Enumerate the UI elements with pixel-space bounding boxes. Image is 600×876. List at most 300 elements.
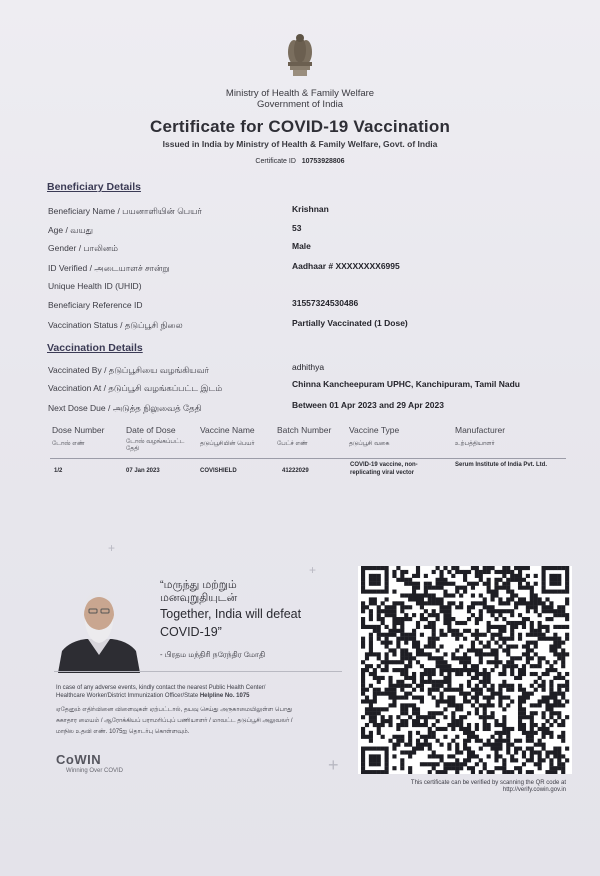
qr-module (361, 637, 365, 641)
qr-module (502, 758, 506, 762)
qr-module (416, 719, 420, 723)
national-emblem-icon (284, 30, 316, 80)
qr-module (487, 609, 491, 613)
qr-module (534, 731, 538, 735)
qr-module (432, 672, 436, 676)
qr-module (557, 578, 561, 582)
qr-module (447, 688, 451, 692)
qr-module (514, 566, 518, 570)
certificate-id-label: Certificate ID (255, 158, 296, 165)
qr-module (420, 747, 424, 751)
qr-module (420, 652, 424, 656)
qr-module (385, 590, 389, 594)
qr-module (439, 605, 443, 609)
qr-module (502, 637, 506, 641)
qr-module (498, 672, 502, 676)
qr-module (518, 637, 522, 641)
qr-module (436, 656, 440, 660)
qr-module (447, 766, 451, 770)
qr-module (491, 660, 495, 664)
qr-module (428, 644, 432, 648)
qr-module (467, 727, 471, 731)
qr-module (416, 641, 420, 645)
qr-module (447, 605, 451, 609)
prime-minister-portrait (56, 585, 142, 673)
qr-module (467, 648, 471, 652)
cell-batch-number: 41222029 (282, 468, 309, 474)
qr-module (439, 660, 443, 664)
qr-module (377, 656, 381, 660)
qr-module (432, 715, 436, 719)
qr-module (455, 668, 459, 672)
qr-module (396, 723, 400, 727)
qr-module (392, 652, 396, 656)
qr-module (463, 731, 467, 735)
qr-module (439, 656, 443, 660)
qr-module (526, 770, 530, 774)
qr-module (404, 692, 408, 696)
qr-module (408, 633, 412, 637)
qr-module (365, 652, 369, 656)
qr-module (385, 688, 389, 692)
qr-module (487, 715, 491, 719)
qr-module (381, 719, 385, 723)
qr-module (526, 731, 530, 735)
qr-module (373, 707, 377, 711)
qr-module (526, 582, 530, 586)
qr-module (553, 574, 557, 578)
qr-module (491, 637, 495, 641)
qr-module (483, 715, 487, 719)
qr-module (549, 770, 553, 774)
qr-module (491, 715, 495, 719)
qr-module (388, 680, 392, 684)
qr-module (467, 750, 471, 754)
qr-module (518, 711, 522, 715)
qr-module (561, 735, 565, 739)
qr-module (361, 641, 365, 645)
qr-module (436, 703, 440, 707)
qr-module (518, 676, 522, 680)
qr-module (365, 664, 369, 668)
qr-module (467, 668, 471, 672)
qr-module (416, 625, 420, 629)
qr-module (530, 625, 534, 629)
qr-module (522, 578, 526, 582)
qr-module (561, 590, 565, 594)
qr-module (377, 676, 381, 680)
qr-module (471, 582, 475, 586)
qr-module (545, 696, 549, 700)
qr-module (479, 633, 483, 637)
qr-module (487, 582, 491, 586)
qr-module (455, 586, 459, 590)
qr-module (377, 609, 381, 613)
qr-module (385, 762, 389, 766)
qr-module (451, 711, 455, 715)
qr-module (549, 758, 553, 762)
qr-module (526, 660, 530, 664)
qr-module (487, 754, 491, 758)
qr-module (530, 597, 534, 601)
qr-module (400, 750, 404, 754)
qr-module (522, 668, 526, 672)
qr-module (416, 574, 420, 578)
helpline-number: Helpline No. 1075 (199, 693, 250, 699)
qr-module (549, 637, 553, 641)
qr-module (491, 696, 495, 700)
qr-module (479, 758, 483, 762)
qr-module (388, 641, 392, 645)
qr-module (561, 723, 565, 727)
qr-module (459, 668, 463, 672)
qr-module (455, 648, 459, 652)
qr-module (514, 766, 518, 770)
qr-module (479, 613, 483, 617)
qr-module (424, 644, 428, 648)
qr-module (396, 684, 400, 688)
qr-module (424, 672, 428, 676)
qr-module (455, 605, 459, 609)
qr-module (428, 735, 432, 739)
qr-module (404, 711, 408, 715)
qr-module (443, 762, 447, 766)
qr-module (498, 586, 502, 590)
qr-module (373, 715, 377, 719)
qr-module (483, 680, 487, 684)
qr-module (467, 629, 471, 633)
qr-module (514, 664, 518, 668)
qr-module (361, 680, 365, 684)
qr-module (361, 590, 365, 594)
qr-module (381, 590, 385, 594)
qr-module (514, 601, 518, 605)
qr-module (479, 648, 483, 652)
qr-module (404, 723, 408, 727)
qr-module (534, 664, 538, 668)
qr-module (404, 676, 408, 680)
qr-module (420, 735, 424, 739)
qr-module (432, 711, 436, 715)
qr-module (385, 692, 389, 696)
qr-module (365, 711, 369, 715)
qr-module (502, 727, 506, 731)
qr-module (475, 672, 479, 676)
qr-module (412, 676, 416, 680)
qr-module (549, 707, 553, 711)
qr-module (530, 590, 534, 594)
qr-module (447, 754, 451, 758)
qr-module (451, 696, 455, 700)
qr-module (365, 699, 369, 703)
qr-module (432, 609, 436, 613)
qr-module (373, 629, 377, 633)
qr-module (428, 613, 432, 617)
qr-module (534, 750, 538, 754)
qr-module (526, 641, 530, 645)
qr-module (475, 648, 479, 652)
qr-module (538, 727, 542, 731)
qr-module (455, 633, 459, 637)
qr-module (436, 770, 440, 774)
qr-module (494, 692, 498, 696)
qr-module (542, 605, 546, 609)
qr-module (373, 719, 377, 723)
qr-module (522, 601, 526, 605)
qr-module (522, 625, 526, 629)
qr-module (506, 770, 510, 774)
qr-module (565, 672, 569, 676)
vaccinated-by-label: Vaccinated By / தடுப்பூசியை வழங்கியவர் (48, 365, 210, 375)
qr-module (373, 676, 377, 680)
qr-module (439, 711, 443, 715)
qr-module (498, 684, 502, 688)
qr-module (369, 684, 373, 688)
qr-module (494, 766, 498, 770)
tamil-advice-line-2: சுகாதார மையம் / ஆரோக்கியப் பராமரிப்புப் பணியாளர் / மாவட்ட தடுப்பூசி அலுவலர் / (56, 718, 293, 724)
qr-module (451, 656, 455, 660)
qr-module (451, 727, 455, 731)
qr-module (542, 574, 546, 578)
qr-module (502, 601, 506, 605)
qr-module (534, 762, 538, 766)
quote-attribution: - பிரதம மந்திரி நரேந்திர மோதி (160, 650, 266, 659)
qr-module (400, 680, 404, 684)
qr-module (510, 609, 514, 613)
qr-module (385, 570, 389, 574)
qr-module (373, 597, 377, 601)
qr-module (459, 766, 463, 770)
qr-module (385, 652, 389, 656)
qr-module (443, 660, 447, 664)
qr-module (432, 750, 436, 754)
qr-module (549, 684, 553, 688)
th-dose-number: Dose Number (52, 425, 105, 435)
qr-module (443, 664, 447, 668)
qr-module (459, 672, 463, 676)
qr-module (436, 727, 440, 731)
qr-module (514, 644, 518, 648)
qr-module (553, 692, 557, 696)
qr-module (404, 684, 408, 688)
vaccination-at-label: Vaccination At / தடுப்பூசி வழங்கப்பட்ட இடம் (48, 383, 223, 393)
qr-module (420, 699, 424, 703)
qr-module (475, 633, 479, 637)
qr-module (392, 699, 396, 703)
qr-module (565, 688, 569, 692)
qr-module (530, 672, 534, 676)
qr-module (498, 613, 502, 617)
th-batch-number-ta: பேட்ச் எண் (277, 441, 308, 447)
qr-module (447, 743, 451, 747)
qr-module (545, 605, 549, 609)
qr-module (400, 605, 404, 609)
qr-module (553, 747, 557, 751)
qr-module (396, 680, 400, 684)
plus-decoration-icon: + (309, 563, 317, 577)
qr-module (491, 648, 495, 652)
qr-module (561, 719, 565, 723)
qr-module (412, 672, 416, 676)
qr-module (549, 617, 553, 621)
qr-module (557, 747, 561, 751)
qr-module (385, 644, 389, 648)
qr-module (561, 652, 565, 656)
qr-module (487, 676, 491, 680)
qr-module (455, 621, 459, 625)
qr-module (471, 586, 475, 590)
qr-module (491, 605, 495, 609)
qr-module (557, 590, 561, 594)
qr-module (538, 664, 542, 668)
qr-module (369, 762, 373, 766)
qr-module (361, 617, 365, 621)
qr-module (377, 731, 381, 735)
qr-module (377, 605, 381, 609)
qr-module (502, 731, 506, 735)
qr-module (385, 750, 389, 754)
age-value: 53 (292, 223, 302, 233)
qr-module (392, 747, 396, 751)
qr-module (416, 739, 420, 743)
qr-module (377, 574, 381, 578)
qr-module (432, 637, 436, 641)
qr-module (369, 715, 373, 719)
qr-module (404, 582, 408, 586)
qr-module (475, 621, 479, 625)
qr-module (463, 762, 467, 766)
qr-module (463, 727, 467, 731)
qr-module (381, 723, 385, 727)
qr-module (377, 692, 381, 696)
qr-module (565, 597, 569, 601)
qr-module (542, 735, 546, 739)
qr-module (530, 747, 534, 751)
qr-module (459, 750, 463, 754)
th-date-of-dose-ta: டோஸ் வழங்கப்பட்ட தேதி (126, 439, 185, 452)
qr-module (483, 723, 487, 727)
qr-module (506, 578, 510, 582)
qr-module (510, 688, 514, 692)
qr-module (408, 770, 412, 774)
qr-module (443, 680, 447, 684)
qr-module (553, 770, 557, 774)
qr-module (561, 696, 565, 700)
qr-module (385, 574, 389, 578)
qr-module (451, 719, 455, 723)
qr-module (487, 739, 491, 743)
qr-module (549, 582, 553, 586)
qr-module (565, 613, 569, 617)
qr-module (369, 770, 373, 774)
page-title: Certificate for COVID-19 Vaccination (149, 117, 451, 136)
qr-module (487, 570, 491, 574)
qr-module (487, 680, 491, 684)
qr-module (447, 676, 451, 680)
qr-module (506, 582, 510, 586)
qr-module (439, 597, 443, 601)
qr-module (459, 644, 463, 648)
qr-module (479, 570, 483, 574)
qr-module (404, 578, 408, 582)
qr-module (385, 613, 389, 617)
qr-module (506, 566, 510, 570)
qr-module (455, 758, 459, 762)
qr-module (400, 570, 404, 574)
qr-module (553, 633, 557, 637)
qr-module (369, 633, 373, 637)
qr-module (530, 684, 534, 688)
qr-module (432, 570, 436, 574)
qr-module (549, 601, 553, 605)
qr-module (487, 699, 491, 703)
qr-module (463, 590, 467, 594)
qr-module (498, 660, 502, 664)
qr-module (400, 739, 404, 743)
qr-module (412, 586, 416, 590)
qr-module (392, 688, 396, 692)
qr-module (369, 699, 373, 703)
qr-module (451, 617, 455, 621)
qr-module (534, 629, 538, 633)
qr-module (530, 621, 534, 625)
qr-module (549, 766, 553, 770)
qr-module (369, 625, 373, 629)
qr-module (377, 566, 381, 570)
qr-module (553, 699, 557, 703)
qr-module (494, 719, 498, 723)
qr-module (467, 582, 471, 586)
qr-module (549, 644, 553, 648)
qr-module (542, 566, 546, 570)
qr-module (400, 758, 404, 762)
adverse-events-line-1: In case of any adverse events, kindly contact the nearest Public Health Center/ (56, 685, 266, 691)
qr-module (510, 637, 514, 641)
qr-module (557, 644, 561, 648)
vaccination-status-value: Partially Vaccinated (1 Dose) (292, 318, 408, 328)
qr-module (400, 762, 404, 766)
qr-module (369, 731, 373, 735)
qr-module (361, 731, 365, 735)
qr-module (479, 770, 483, 774)
qr-module (518, 719, 522, 723)
qr-module (455, 566, 459, 570)
qr-module (510, 574, 514, 578)
qr-module (498, 703, 502, 707)
qr-module (451, 652, 455, 656)
qr-module (542, 731, 546, 735)
qr-module (385, 758, 389, 762)
qr-module (553, 703, 557, 707)
qr-module (510, 625, 514, 629)
qr-module (502, 684, 506, 688)
qr-module (491, 735, 495, 739)
qr-module (510, 664, 514, 668)
qr-module (510, 644, 514, 648)
qr-module (542, 578, 546, 582)
qr-module (400, 633, 404, 637)
qr-module (432, 668, 436, 672)
qr-module (557, 703, 561, 707)
qr-module (542, 633, 546, 637)
qr-module (369, 735, 373, 739)
qr-module (542, 727, 546, 731)
qr-module (542, 570, 546, 574)
qr-module (487, 743, 491, 747)
qr-module (471, 664, 475, 668)
qr-module (545, 617, 549, 621)
qr-module (388, 723, 392, 727)
